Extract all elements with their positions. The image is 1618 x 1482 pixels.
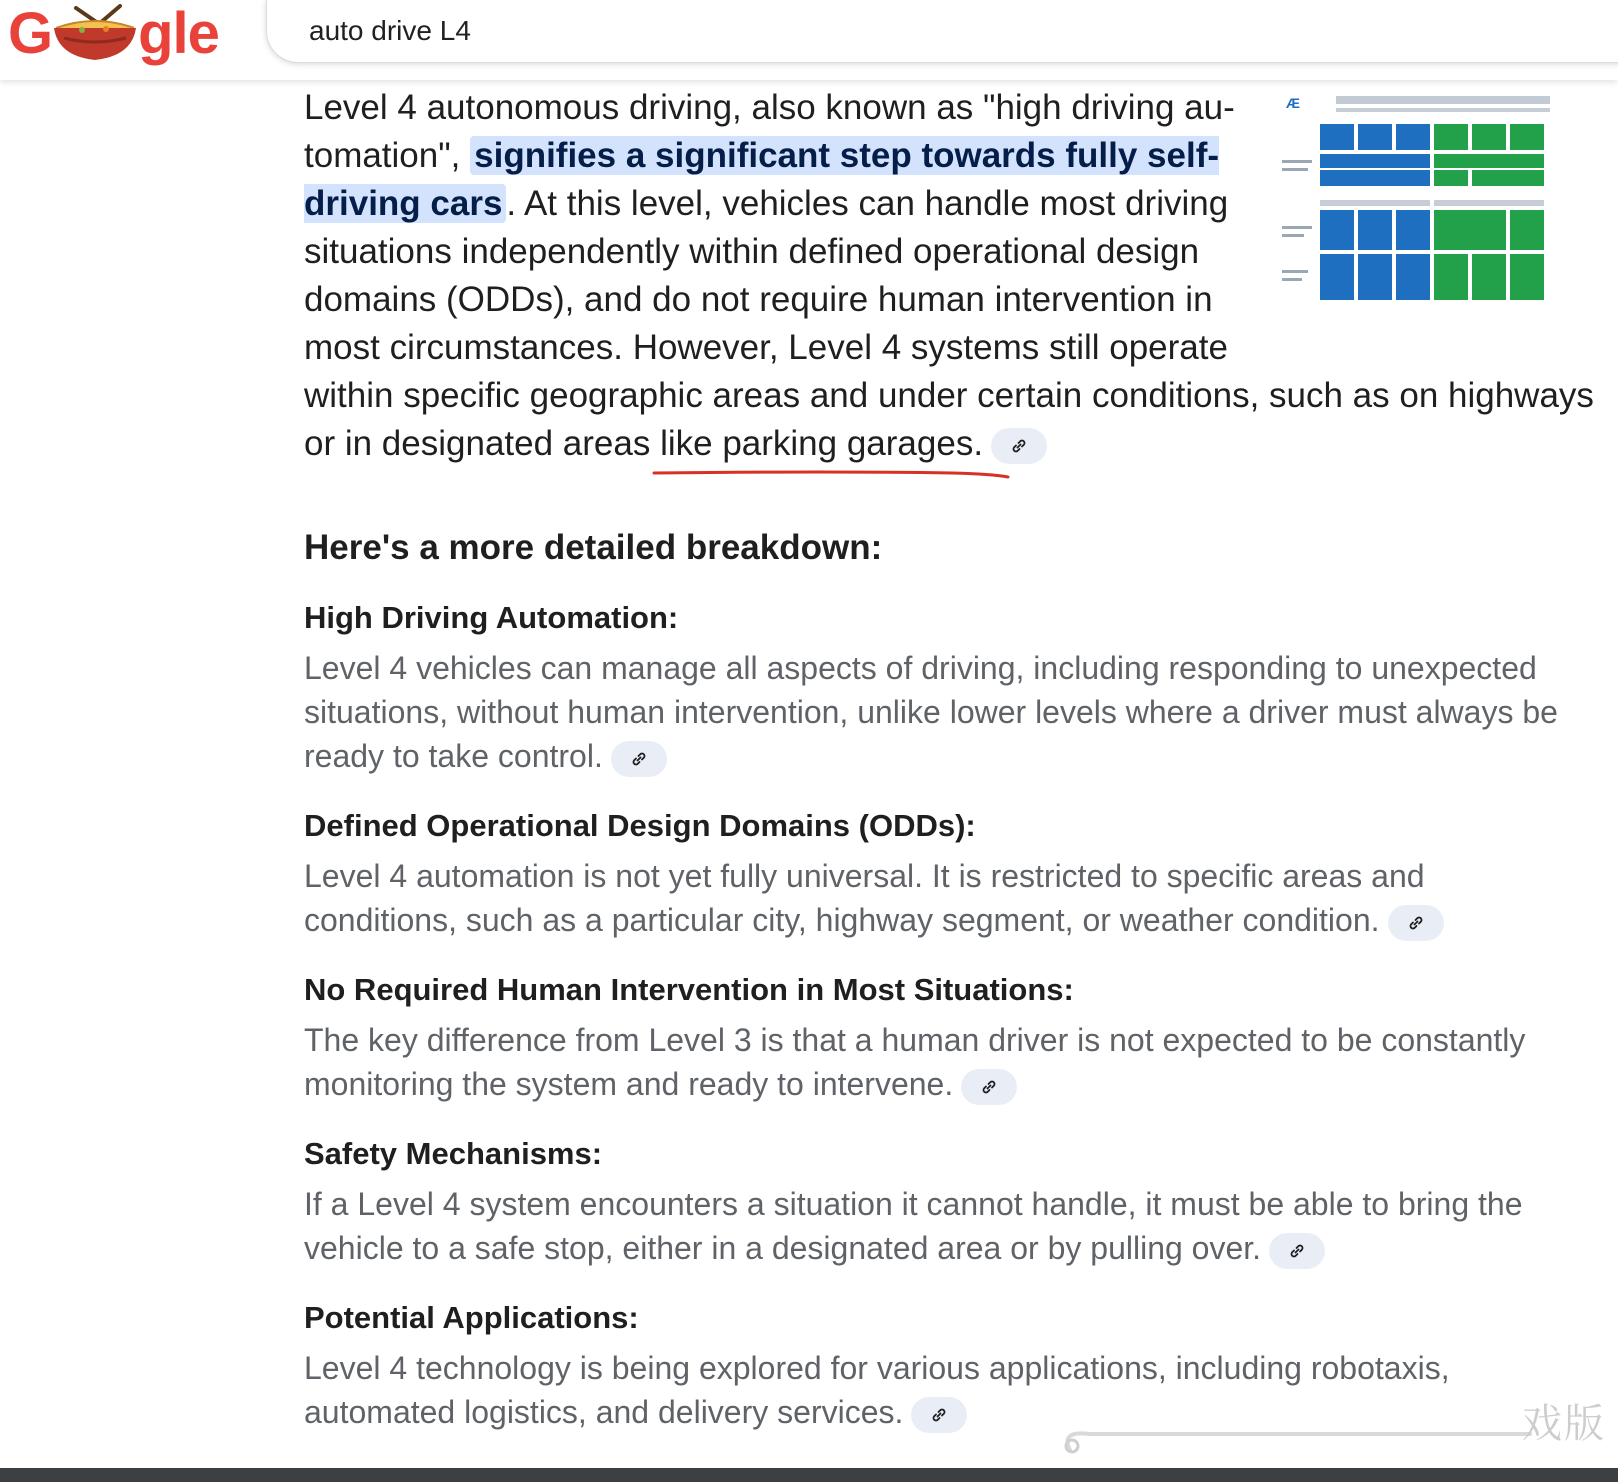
intro-text-wide: within specific geographic areas and under certain conditions, such as on highways or in designated areas [304, 376, 1594, 463]
underlined-phrase [660, 424, 983, 463]
section-body-text: Level 4 technology is being explored for various applications, including robotaxis, automated logistics, and delivery services. [304, 1350, 1450, 1430]
section-body-text: Level 4 vehicles can manage all aspects of driving, including responding to unexpected situations, without human intervention, unlike lower levels where a driver must always be ready to take control. [304, 650, 1558, 774]
link-icon [1009, 436, 1029, 456]
search-box[interactable] [266, 0, 1618, 63]
ai-overview-content [304, 84, 1594, 1434]
highlighted-claim[interactable]: signifies a significant step towards fully self-driving cars [304, 136, 1220, 223]
citation-link-button[interactable] [1388, 905, 1444, 941]
citation-link-button[interactable] [961, 1069, 1017, 1105]
section-title: High Driving Automation: [304, 600, 679, 635]
citation-link-button[interactable] [611, 741, 667, 777]
section-body-text: Level 4 automation is not yet fully universal. It is restricted to specific areas and conditions, such as a particular city, highway segment, or weather condition. [304, 858, 1425, 938]
section-body [304, 854, 1564, 942]
red-pen-underline [652, 469, 1012, 479]
intro-wide-lines [304, 372, 1594, 468]
link-icon [979, 1077, 999, 1097]
google-doodle-logo[interactable] [8, 2, 219, 66]
link-icon [929, 1405, 949, 1425]
citation-link-button[interactable] [991, 428, 1047, 464]
section-body [304, 1182, 1564, 1270]
logo-letter-g: G [8, 1, 53, 66]
top-bar [0, 0, 1618, 80]
link-icon [1287, 1241, 1307, 1261]
watermark-text: 戏版 [1522, 1401, 1606, 1447]
svg-text:Æ: Æ [1286, 95, 1300, 111]
section-potential-applications [304, 1298, 1594, 1434]
section-title: Potential Applications: [304, 1300, 639, 1335]
intro-text-start: Level 4 autonomous driving, also known as "high driving au-tomation", [304, 88, 1235, 175]
noodle-bowl-icon [46, 4, 144, 64]
citation-link-button[interactable] [1269, 1233, 1325, 1269]
section-high-driving-automation [304, 598, 1594, 778]
link-icon [629, 749, 649, 769]
link-icon [1406, 913, 1426, 933]
citation-link-button[interactable] [911, 1397, 967, 1433]
intro-text-middle: . At this level, vehicles can handle most driving situations independently within defined operational design domains (ODDs), and do not require human intervention in most circumstances. However, Level 4 systems still operate [304, 184, 1229, 367]
section-title: Safety Mechanisms: [304, 1136, 603, 1171]
underlined-text: like parking garages. [660, 424, 984, 463]
section-title: No Required Human Intervention in Most Situations: [304, 972, 1074, 1007]
section-safety-mechanisms [304, 1134, 1594, 1270]
taskbar-strip [0, 1468, 1618, 1482]
section-defined-odds [304, 806, 1594, 942]
search-input[interactable] [307, 12, 1211, 50]
breakdown-heading: Here's a more detailed breakdown: [304, 528, 883, 567]
section-body [304, 646, 1564, 778]
section-body-text: The key difference from Level 3 is that a human driver is not expected to be constantly monitoring the system and ready to intervene. [304, 1022, 1526, 1102]
logo-letters-gle: gle [138, 1, 219, 66]
intro-paragraph [304, 84, 1594, 468]
section-title: Defined Operational Design Domains (ODDs): [304, 808, 976, 843]
watermark-swirl [1050, 1420, 1550, 1460]
section-body-text: If a Level 4 system encounters a situation it cannot handle, it must be able to bring the vehicle to a safe stop, either in a designated area or by pulling over. [304, 1186, 1523, 1266]
section-no-human-intervention [304, 970, 1594, 1106]
section-body [304, 1018, 1564, 1106]
